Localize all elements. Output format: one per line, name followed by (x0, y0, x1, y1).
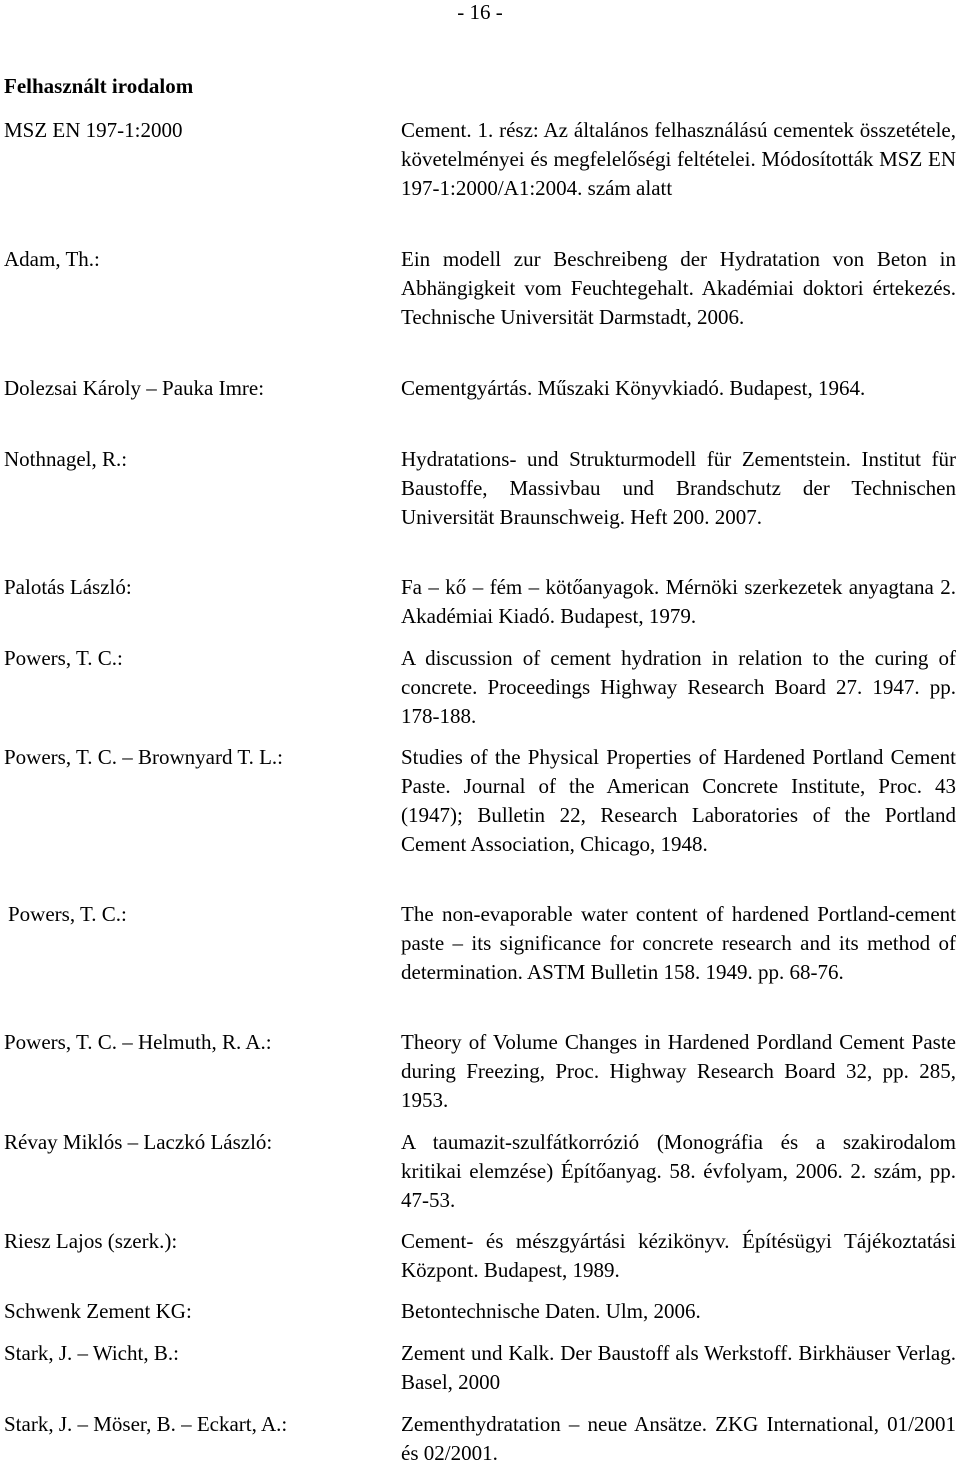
reference-author: Stark, J. – Wicht, B.: (4, 1341, 179, 1365)
reference-entry: A taumazit-szulfátkorrózió (Monográfia és a szakirodalom kritikai elemzése) Építőanyag. 58. évfolyam, 2006. 2. szám, pp. 47-53. (401, 1130, 956, 1212)
reference-author: Riesz Lajos (szerk.): (4, 1229, 178, 1253)
reference-entry: Cement- és mészgyártási kézikönyv. Építésügyi Tájékoztatási Központ. Budapest, 1989. (401, 1229, 956, 1282)
reference-entry: Cement. 1. rész: Az általános felhasználású cementek összetétele, követelményei és megfelelőségi feltételei. Módosították MSZ EN 197-1:2000/A1:2004. szám alatt (401, 118, 956, 200)
reference-author: MSZ EN 197-1:2000 (4, 118, 183, 142)
section-title: Felhasznált irodalom (4, 74, 194, 98)
reference-author: Powers, T. C. – Brownyard T. L.: (4, 745, 284, 769)
reference-entry: Fa – kő – fém – kötőanyagok. Mérnöki szerkezetek anyagtana 2. Akadémiai Kiadó. Budapest, 1979. (401, 575, 956, 628)
reference-entry: Ein modell zur Beschreibeng der Hydratation von Beton in Abhängigkeit vom Feuchtegehalt. Akadémiai doktori értekezés. Technische Universität Darmstadt, 2006. (401, 247, 956, 329)
reference-author: Powers, T. C.: (8, 902, 127, 926)
reference-entry: The non-evaporable water content of hardened Portland-cement paste – its significance for concrete research and its method of determination. ASTM Bulletin 158. 1949. pp. 68-76. (401, 902, 956, 984)
page-number: - 16 - (457, 0, 503, 24)
reference-author: Powers, T. C.: (4, 646, 123, 670)
reference-entry: Zement und Kalk. Der Baustoff als Werkstoff. Birkhäuser Verlag. Basel, 2000 (401, 1341, 956, 1394)
reference-entry: Hydratations- und Strukturmodell für Zementstein. Institut für Baustoffe, Massivbau und Brandschutz der Technischen Universität Braunschweig. Heft 200. 2007. (401, 447, 956, 529)
reference-entry: Theory of Volume Changes in Hardened Pordland Cement Paste during Freezing, Proc. Highway Research Board 32, pp. 285, 1953. (401, 1030, 956, 1112)
reference-entry: Cementgyártás. Műszaki Könyvkiadó. Budapest, 1964. (401, 376, 866, 400)
reference-entry: Studies of the Physical Properties of Hardened Portland Cement Paste. Journal of the American Concrete Institute, Proc. 43 (1947); Bulletin 22, Research Laboratories of the Portland Cement Association, Chicago, 1948. (401, 745, 956, 856)
reference-author: Stark, J. – Möser, B. – Eckart, A.: (4, 1412, 288, 1436)
reference-entry: Zementhydratation – neue Ansätze. ZKG International, 01/2001 és 02/2001. (401, 1412, 956, 1465)
reference-author: Powers, T. C. – Helmuth, R. A.: (4, 1030, 272, 1054)
reference-author: Révay Miklós – Laczkó László: (4, 1130, 273, 1154)
reference-author: Palotás László: (4, 575, 132, 599)
reference-author: Nothnagel, R.: (4, 447, 128, 471)
reference-entry: Betontechnische Daten. Ulm, 2006. (401, 1299, 701, 1323)
reference-author: Adam, Th.: (4, 247, 100, 271)
reference-author: Schwenk Zement KG: (4, 1299, 192, 1323)
reference-author: Dolezsai Károly – Pauka Imre: (4, 376, 265, 400)
reference-entry: A discussion of cement hydration in relation to the curing of concrete. Proceedings Highway Research Board 27. 1947. pp. 178-188. (401, 646, 956, 728)
